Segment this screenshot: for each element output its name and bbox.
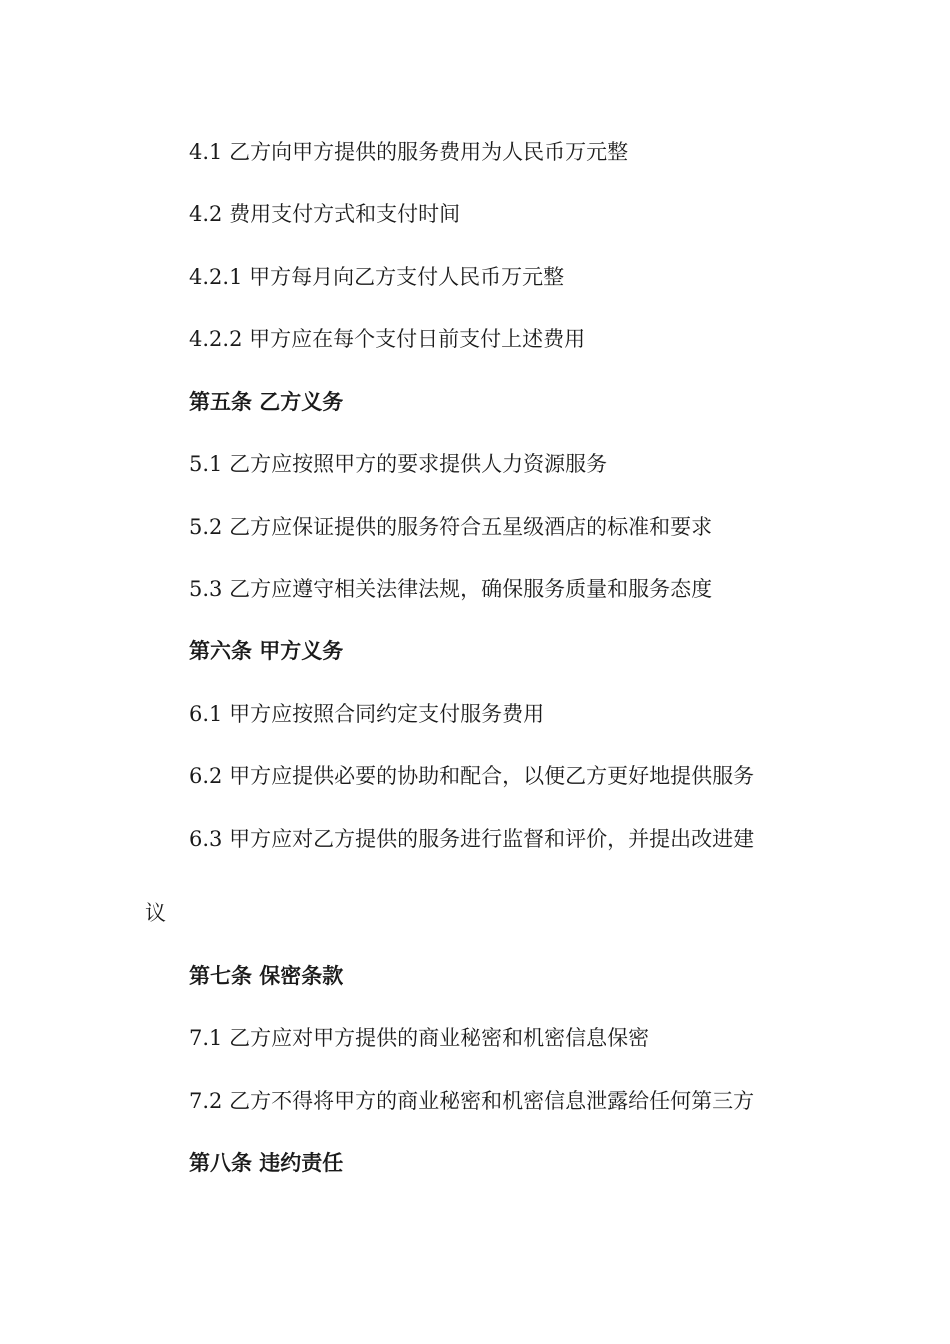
clause-6-1: 6.1 甲方应按照合同约定支付服务费用 xyxy=(189,702,545,726)
clause-5-2: 5.2 乙方应保证提供的服务符合五星级酒店的标准和要求 xyxy=(189,515,713,539)
clause-6-3: 6.3 甲方应对乙方提供的服务进行监督和评价，并提出改进建 xyxy=(189,827,755,851)
article-5-heading: 第五条 乙方义务 xyxy=(189,390,344,414)
clause-4-2-1: 4.2.1 甲方每月向乙方支付人民币万元整 xyxy=(189,265,565,289)
clause-6-3-continuation: 议 xyxy=(145,901,166,925)
article-8-heading: 第八条 违约责任 xyxy=(189,1151,344,1175)
clause-7-1: 7.1 乙方应对甲方提供的商业秘密和机密信息保密 xyxy=(189,1026,650,1050)
article-7-heading: 第七条 保密条款 xyxy=(189,964,344,988)
clause-4-2: 4.2 费用支付方式和支付时间 xyxy=(189,202,461,226)
article-6-heading: 第六条 甲方义务 xyxy=(189,639,344,663)
clause-5-1: 5.1 乙方应按照甲方的要求提供人力资源服务 xyxy=(189,452,608,476)
clause-7-2: 7.2 乙方不得将甲方的商业秘密和机密信息泄露给任何第三方 xyxy=(189,1089,755,1113)
clause-4-2-2: 4.2.2 甲方应在每个支付日前支付上述费用 xyxy=(189,327,586,351)
clause-5-3: 5.3 乙方应遵守相关法律法规，确保服务质量和服务态度 xyxy=(189,577,713,601)
clause-4-1: 4.1 乙方向甲方提供的服务费用为人民币万元整 xyxy=(189,140,629,164)
clause-6-2: 6.2 甲方应提供必要的协助和配合，以便乙方更好地提供服务 xyxy=(189,764,755,788)
